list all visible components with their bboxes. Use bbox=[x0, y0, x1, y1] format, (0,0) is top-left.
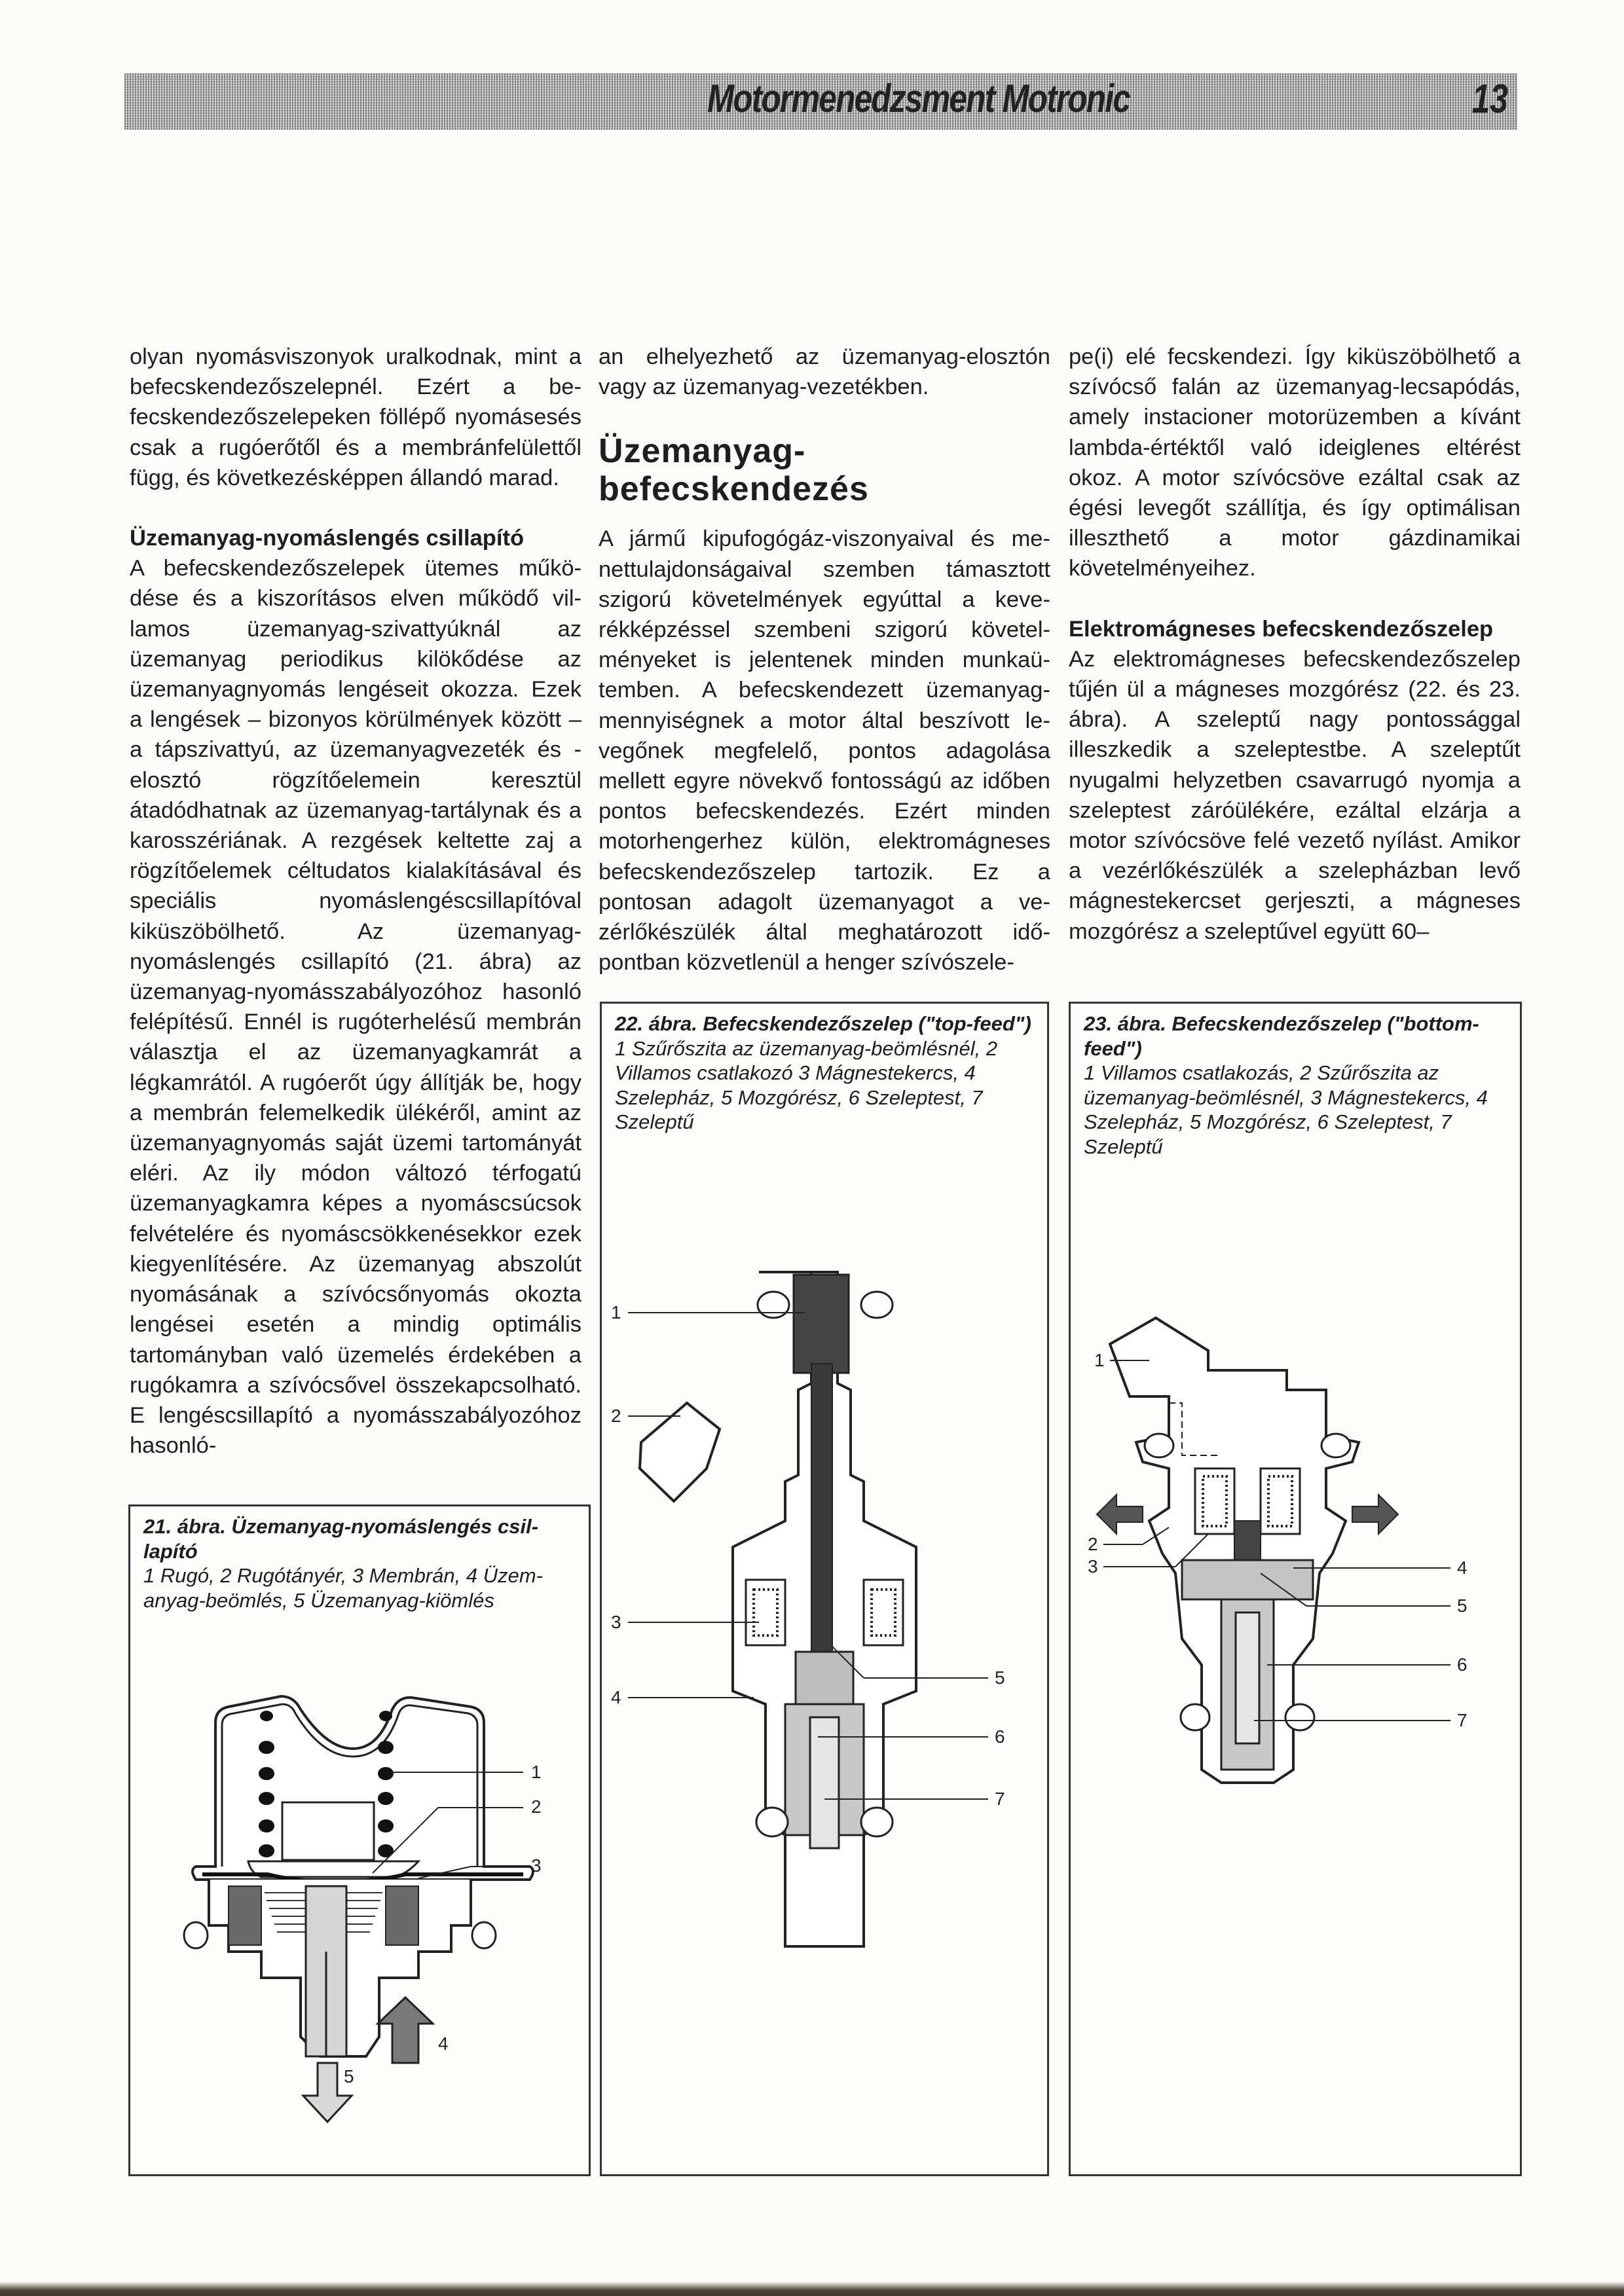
fig23-label-5: 5 bbox=[1457, 1595, 1467, 1616]
col1-subheading: Üzemanyag-nyomáslengés csillapító bbox=[130, 526, 525, 551]
section-heading bbox=[599, 432, 1050, 508]
pressure-damper-diagram bbox=[130, 1670, 589, 2174]
fuel-in-arrow-icon bbox=[1352, 1495, 1398, 1534]
section-heading-line2: befecskendezés bbox=[599, 470, 869, 509]
col3-intro-paragraph: pe(i) elé fecskendezi. Így kiküszöbölhető a szívócső falán az üzemanyag-lecsapódás, amely instacioner motorüzemben a kívánt lambda-értéktől való ideiglenes eltérést okoz. A motor szívócsöve ezáltal csak az égési levegőt szállítja, és így optimálisan illeszthető a motor gázdinamikai követelményeihez. bbox=[1069, 344, 1521, 581]
running-header bbox=[124, 73, 1517, 130]
figure-21-legend: 1 Rugó, 2 Rugótányér, 3 Membrán, 4 Üzemanyag-beömlés, 5 Üzemanyag-kiömlés bbox=[143, 1564, 543, 1612]
header-title: Motormenedzsment Motronic bbox=[707, 77, 1130, 120]
figure-21 bbox=[128, 1504, 591, 2176]
figure-23-caption bbox=[1084, 1011, 1507, 1159]
bottom-feed-injector-diagram bbox=[1071, 1298, 1520, 1887]
col3-body-paragraph: Az elektromágneses befecskendezőszelep tűjén ül a mágneses mozgórész (22. és 23. ábra). A szeleptű nagy pontossággal illeszkedik a szeleptestbe. A szeleptűt nyugalmi helyzetben csavarrugó nyomja a szeleptest záróülékére, ezáltal elzárja a motor szívócsöve felé vezető nyílást. Amikor a vezérlőkészülék a szelepházban levő mágnestekercset gerjeszti, a mágneses mozgórész a szeleptűvel együtt 60– bbox=[1069, 646, 1521, 944]
fig23-label-7: 7 bbox=[1457, 1710, 1467, 1730]
fig22-label-3: 3 bbox=[611, 1612, 621, 1632]
fig21-label-5: 5 bbox=[344, 2066, 354, 2086]
fig22-label-1: 1 bbox=[611, 1302, 621, 1322]
fuel-out-arrow-icon bbox=[1097, 1495, 1143, 1534]
figure-22-caption bbox=[615, 1011, 1034, 1135]
fig22-label-4: 4 bbox=[611, 1687, 621, 1707]
fig21-label-2: 2 bbox=[531, 1796, 542, 1817]
figure-23 bbox=[1069, 1002, 1522, 2176]
figure-23-title: 23. ábra. Befecskendezőszelep ("bottom-feed") bbox=[1084, 1012, 1479, 1060]
figure-23-legend: 1 Villamos csatlakozás, 2 Szűrőszita az üzemanyag-beömlésnél, 3 Mágnestekercs, 4 Szelepház, 5 Mozgórész, 6 Szeleptest, 7 Szeleptű bbox=[1084, 1061, 1488, 1158]
col1-body-paragraph: A befecskendezőszelepek ütemes működése és a kiszorításos elven működő villamos üzemanyag-szivattyúknál az üzemanyag periodikus kilökődése az üzemanyagnyomás lengéseit okozza. Ezek a lengések – bizonyos körülmények között – a tápszivattyú, az üzemanyagvezeték és -elosztó rögzítőelemein keresztül átadódhatnak az üzemanyag-tartálynak és a karosszériának. A rezgések keltette zaj a rögzítőelemek céltudatos kialakításával és speciális nyomáslengéscsillapítóval kiküszöbölhető. Az üzemanyag-nyomáslengés csillapító (21. ábra) az üzemanyag-nyomásszabályozóhoz hasonló felépítésű. Ennél is rugóterhelésű membrán választja el az üzemanyagkamrát a légkamrától. A rugóerőt úgy állítják be, hogy a membrán felemelkedik ülékéről, amint az üzemanyagnyomás saját üzemi tartományát eléri. Az ily módon változó térfogatú üzemanyagkamra képes a nyomáscsúcsok felvételére és nyomáscsökkenésekkor ezek kiegyenlítésére. Az üzemanyag abszolút nyomásának a szívócsőnyomás okozta lengései esetén a mindig optimális tartományban való üzemelés érdekében a rugókamra a szívócsővel összekapcsolható. E lengéscsillapító a nyomásszabályozóhoz hasonló- bbox=[130, 556, 581, 1459]
page-number: 13 bbox=[1471, 77, 1508, 122]
fig22-label-5: 5 bbox=[995, 1667, 1005, 1688]
fig22-label-7: 7 bbox=[995, 1789, 1005, 1809]
figure-22-title: 22. ábra. Befecskendezőszelep ("top-feed") bbox=[615, 1012, 1031, 1035]
column-3 bbox=[1069, 342, 1521, 947]
column-1 bbox=[130, 342, 581, 1461]
col2-body-paragraph: A jármű kipufogógáz-viszonyaival és menettulajdonságaival szemben támasztott szigorú követelmények egyúttal a keverékképzéssel szembeni szigorú követelményeket is jelentenek minden munkaütemben. A befecskendezett üzemanyagmennyiségnek a motor által beszívott levegőnek megfelelő, pontos adagolása mellett egyre növekvő fontosságú az időben pontos befecskendezés. Ezért minden motorhengerhez külön, elektromágneses befecskendezőszelep tartozik. Ez a pontosan adagolt üzemanyagot a vezérlőkészülék által meghatározott időpontban közvetlenül a henger szívószele- bbox=[599, 526, 1050, 975]
fig23-label-6: 6 bbox=[1457, 1654, 1467, 1675]
fig23-label-4: 4 bbox=[1457, 1558, 1467, 1578]
fig21-label-4: 4 bbox=[438, 2033, 449, 2054]
figure-21-title: 21. ábra. Üzemanyag-nyomáslengés csillapító bbox=[143, 1515, 539, 1563]
scan-bottom-edge bbox=[0, 2282, 1624, 2296]
col3-subheading: Elektromágneses befecskendezőszelep bbox=[1069, 616, 1494, 642]
fig22-label-6: 6 bbox=[995, 1726, 1005, 1747]
section-heading-line1: Üzemanyag- bbox=[599, 432, 806, 471]
fig23-label-2: 2 bbox=[1088, 1534, 1098, 1554]
figure-21-caption bbox=[143, 1514, 576, 1613]
fig23-label-1: 1 bbox=[1094, 1350, 1105, 1370]
fig21-label-3: 3 bbox=[531, 1855, 542, 1876]
fig23-label-3: 3 bbox=[1088, 1556, 1098, 1576]
col1-intro-paragraph: olyan nyomásviszonyok uralkodnak, mint a befecskendezőszelepnél. Ezért a befecskendezőszelepeken föllépő nyomásesés csak a rugóerőtől és a membránfelülettől függ, és következésképpen állandó marad. bbox=[130, 344, 581, 490]
fig22-label-2: 2 bbox=[611, 1406, 621, 1426]
fig21-label-1: 1 bbox=[531, 1762, 542, 1782]
figure-22 bbox=[600, 1002, 1049, 2176]
col2-intro-paragraph: an elhelyezhető az üzemanyag-elosztón vagy az üzemanyag-vezetékben. bbox=[599, 344, 1050, 400]
column-2 bbox=[599, 342, 1050, 977]
figure-22-legend: 1 Szűrőszita az üzemanyag-beömlésnél, 2 Villamos csatlakozó 3 Mágnestekercs, 4 Szelepház, 5 Mozgórész, 6 Szeleptest, 7 Szeleptű bbox=[615, 1036, 998, 1133]
top-feed-injector-diagram bbox=[602, 1233, 1047, 1953]
fuel-inlet-arrow-icon bbox=[378, 1997, 433, 2063]
